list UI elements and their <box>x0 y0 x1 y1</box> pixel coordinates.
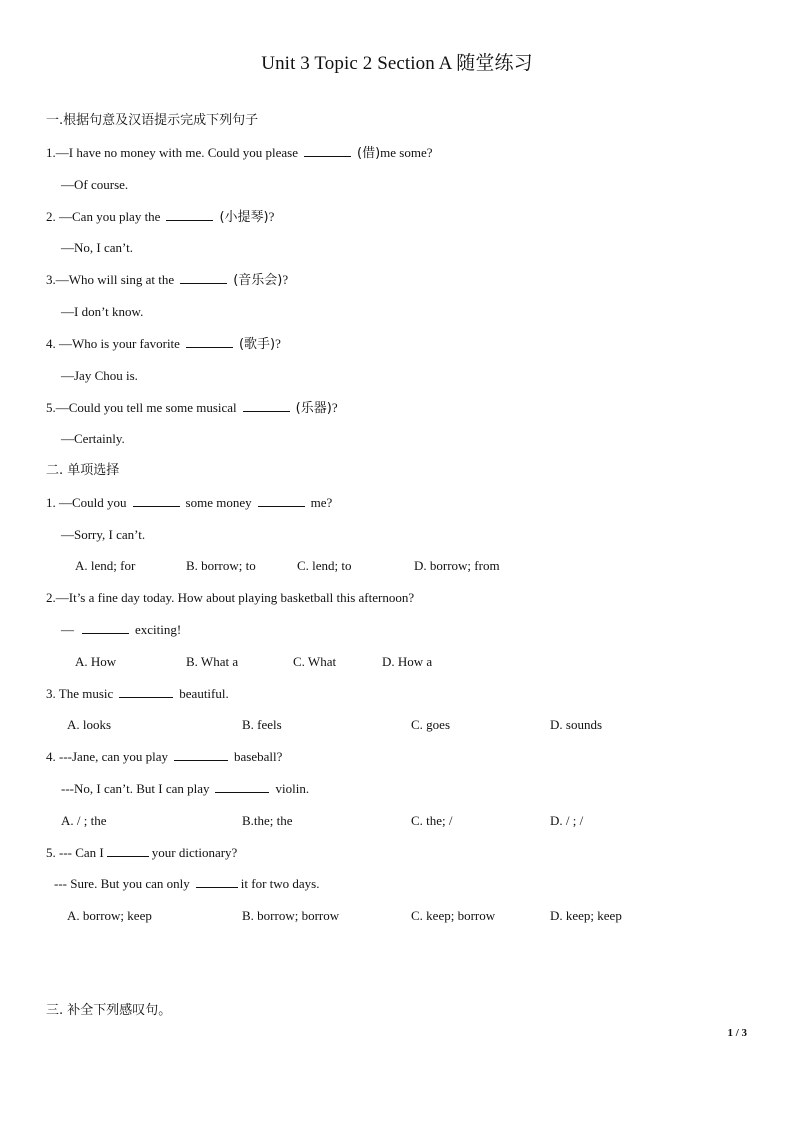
option-d[interactable]: D. sounds <box>550 717 603 732</box>
s1-answer-4: —Jay Chou is. <box>61 368 138 383</box>
question-number: 3. <box>46 272 56 287</box>
answer-blank[interactable] <box>82 622 129 634</box>
question-text: —Who is your favorite <box>59 336 180 351</box>
option-d[interactable]: D. borrow; from <box>414 558 500 573</box>
s2-reply-4 <box>61 781 309 797</box>
question-text: The music <box>58 686 114 701</box>
question-text-end: ? <box>282 272 289 287</box>
option-d[interactable]: D. How a <box>382 654 433 669</box>
section1-heading: 一.根据句意及汉语提示完成下列句子 <box>46 113 259 128</box>
option-c[interactable]: C. What <box>293 654 337 669</box>
question-text-end: beautiful. <box>179 686 229 701</box>
s2-reply-1: —Sorry, I can’t. <box>61 527 146 542</box>
question-text-end: ? <box>331 400 338 415</box>
chinese-hint: (小提琴) <box>219 210 269 225</box>
option-a[interactable]: A. How <box>75 654 117 669</box>
option-d[interactable]: D. / ; / <box>550 813 584 828</box>
s1-question-5 <box>46 400 338 417</box>
answer-blank[interactable] <box>258 495 305 507</box>
s1-question-4 <box>46 336 281 353</box>
question-number: 1. <box>46 495 56 510</box>
section3-heading: 三. 补全下列感叹句。 <box>46 1003 172 1018</box>
option-b[interactable]: B. borrow; borrow <box>242 908 340 923</box>
question-text-end: ? <box>268 209 275 224</box>
question-number: 2. <box>46 209 56 224</box>
reply-text: exciting! <box>135 622 182 637</box>
s2-question-2 <box>46 590 414 606</box>
question-text-end: your dictionary? <box>151 845 238 860</box>
question-text-end: baseball? <box>234 749 283 764</box>
question-number: 2. <box>46 590 56 605</box>
s2-reply-2 <box>61 622 181 638</box>
question-number: 5. <box>46 400 56 415</box>
answer-blank[interactable] <box>180 272 227 284</box>
question-number: 3. <box>46 686 56 701</box>
option-c[interactable]: C. lend; to <box>297 558 352 573</box>
s1-question-3 <box>46 272 288 289</box>
answer-blank[interactable] <box>174 749 228 761</box>
s2-question-4 <box>46 749 282 765</box>
reply-text-end: violin. <box>275 781 310 796</box>
question-text: —I have no money with me. Could you please <box>55 145 299 160</box>
option-c[interactable]: C. the; / <box>411 813 453 828</box>
s2-question-1 <box>46 495 332 511</box>
s1-answer-1: —Of course. <box>61 177 129 192</box>
option-b[interactable]: B.the; the <box>242 813 293 828</box>
s2-question-5 <box>46 845 237 861</box>
page-title: Unit 3 Topic 2 Section A 随堂练习 <box>261 53 533 74</box>
reply-text: ---No, I can’t. But I can play <box>61 781 210 796</box>
question-number: 1. <box>46 145 56 160</box>
answer-blank[interactable] <box>196 876 238 888</box>
question-text: —Could you tell me some musical <box>55 400 237 415</box>
s1-question-2 <box>46 209 274 226</box>
option-a[interactable]: A. lend; for <box>75 558 136 573</box>
s1-answer-2: —No, I can’t. <box>61 240 133 255</box>
answer-blank[interactable] <box>107 845 149 857</box>
question-number: 4. <box>46 336 56 351</box>
option-b[interactable]: B. feels <box>242 717 282 732</box>
chinese-hint: (音乐会) <box>233 273 283 288</box>
s1-answer-3: —I don’t know. <box>61 304 144 319</box>
question-text: —It’s a fine day today. How about playing basketball this afternoon? <box>55 590 415 605</box>
option-d[interactable]: D. keep; keep <box>550 908 622 923</box>
option-a[interactable]: A. / ; the <box>61 813 107 828</box>
s1-question-1 <box>46 145 433 162</box>
s2-question-3 <box>46 686 229 702</box>
question-number: 4. <box>46 749 56 764</box>
page-number: 1 / 3 <box>727 1027 747 1039</box>
section2-heading: 二. 单项选择 <box>46 463 120 478</box>
reply-dash: — <box>61 622 74 637</box>
answer-blank[interactable] <box>243 400 290 412</box>
s1-answer-5: —Certainly. <box>61 431 125 446</box>
s2-reply-5 <box>54 876 319 892</box>
chinese-hint: (歌手) <box>238 337 276 352</box>
answer-blank[interactable] <box>186 336 233 348</box>
option-b[interactable]: B. borrow; to <box>186 558 256 573</box>
option-b[interactable]: B. What a <box>186 654 239 669</box>
option-a[interactable]: A. looks <box>67 717 112 732</box>
option-c[interactable]: C. keep; borrow <box>411 908 496 923</box>
question-text: —Can you play the <box>59 209 161 224</box>
question-text-end: ? <box>275 336 281 351</box>
chinese-hint: (借) <box>357 146 381 161</box>
option-c[interactable]: C. goes <box>411 717 450 732</box>
answer-blank[interactable] <box>166 209 213 221</box>
answer-blank[interactable] <box>133 495 180 507</box>
question-text: —Who will sing at the <box>55 272 175 287</box>
question-text-end: me some? <box>380 145 433 160</box>
reply-text: --- Sure. But you can only <box>54 876 190 891</box>
question-text-end: me? <box>310 495 333 510</box>
question-text: —Could you <box>59 495 127 510</box>
answer-blank[interactable] <box>304 145 351 157</box>
answer-blank[interactable] <box>119 686 173 698</box>
question-number: 5. <box>46 845 56 860</box>
answer-blank[interactable] <box>215 781 269 793</box>
chinese-hint: (乐器) <box>295 401 332 416</box>
question-text: --- Can I <box>59 845 104 860</box>
question-text: some money <box>185 495 252 510</box>
reply-text-end: it for two days. <box>240 876 320 891</box>
option-a[interactable]: A. borrow; keep <box>67 908 152 923</box>
question-text: ---Jane, can you play <box>59 749 169 764</box>
